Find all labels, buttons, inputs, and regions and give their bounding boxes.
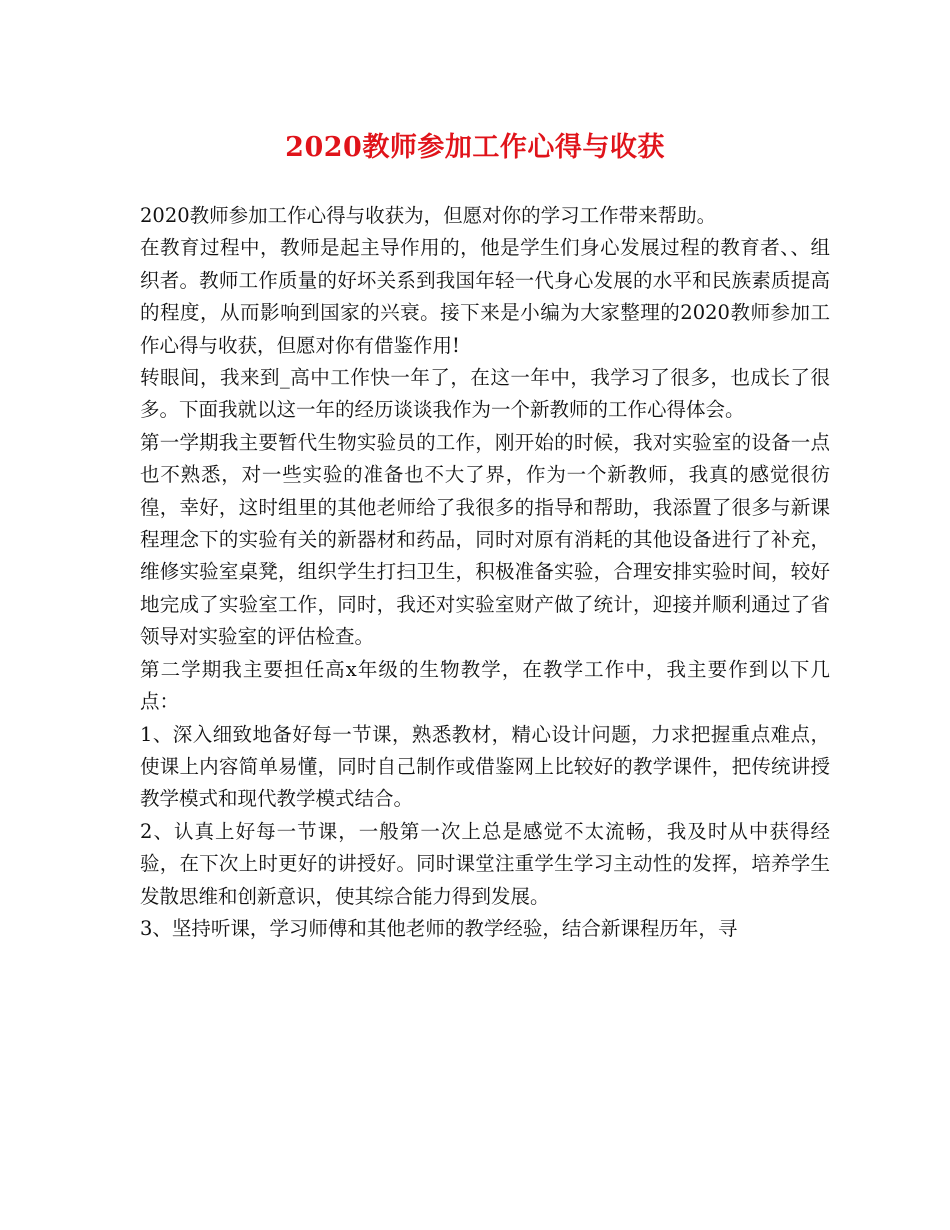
- paragraph-first-semester: 第一学期我主要暂代生物实验员的工作，刚开始的时候，我对实验室的设备一点也不熟悉，对一些实验的准备也不大了界，作为一个新教师，我真的感觉很彷徨，幸好，这时组里的其他老师给了我很多的指导和帮助，我添置了很多与新课程理念下的实验有关的新器材和药品，同时对原有消耗的其他设备进行了补充，维修实验室桌凳，组织学生打扫卫生，积极准备实验，合理安排实验时间，较好地完成了实验室工作，同时，我还对实验室财产做了统计，迎接并顺利通过了省领导对实验室的评估检查。: [140, 430, 830, 649]
- paragraph-point-2: 2、认真上好每一节课，一般第一次上总是感觉不太流畅，我及时从中获得经验，在下次上时更好的讲授好。同时课堂注重学生学习主动性的发挥，培养学生发散思维和创新意识，使其综合能力得到发展。: [140, 819, 830, 908]
- paragraph-one-year: 转眼间，我来到_高中工作快一年了，在这一年中，我学习了很多，也成长了很多。下面我就以这一年的经历谈谈我作为一个新教师的工作心得体会。: [140, 366, 830, 422]
- paragraph-point-3: 3、坚持听课，学习师傅和其他老师的教学经验，结合新课程历年，寻: [140, 916, 738, 940]
- paragraph-second-semester: 第二学期我主要担任高x年级的生物教学，在教学工作中，我主要作到以下几点：: [140, 657, 830, 714]
- document-title: 2020教师参加工作心得与收获: [285, 132, 665, 163]
- document-body: [140, 200, 830, 945]
- paragraph-point-1: 1、深入细致地备好每一节课，熟悉教材，精心设计问题，力求把握重点难点，使课上内容简单易懂，同时自己制作或借鉴网上比较好的教学课件，把传统讲授教学模式和现代教学模式结合。: [140, 722, 830, 811]
- paragraph-intro: 2020教师参加工作心得与收获为，但愿对你的学习工作带来帮助。: [140, 204, 717, 227]
- paragraph-education-role: 在教育过程中，教师是起主导作用的，他是学生们身心发展过程的教育者、、组织者。教师工作质量的好坏关系到我国年轻一代身心发展的水平和民族素质提高的程度，从而影响到国家的兴衰。接下来是小编为大家整理的2020教师参加工作心得与收获，但愿对你有借鉴作用!: [140, 236, 830, 357]
